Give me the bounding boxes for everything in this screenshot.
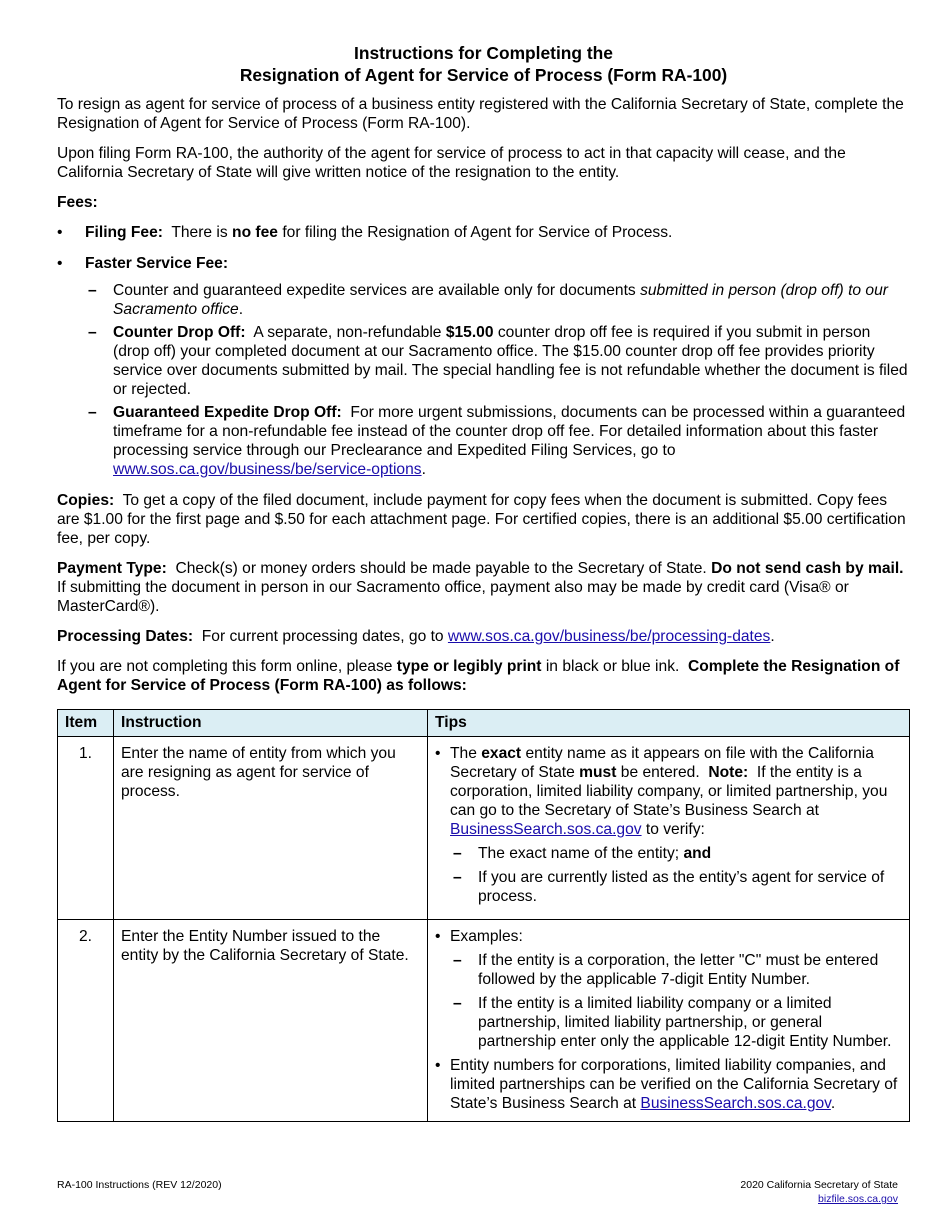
expedite-label: Guaranteed Expedite Drop Off: [113, 404, 342, 421]
row2-tips [428, 920, 910, 1122]
table-header-row [58, 710, 910, 737]
row1-tip-exact: exact [481, 745, 522, 762]
fees-list [57, 223, 910, 479]
faster-sub-item-1-italic: submitted in person (drop off) to our Sacramento office [113, 282, 888, 318]
complete-paragraph [57, 657, 910, 695]
faster-sub-item-2 [85, 323, 910, 399]
filing-fee-pre: There is [171, 224, 228, 241]
row1-tip-pre: The [450, 745, 477, 762]
payment-post: If submitting the document in person in our Sacramento office, payment also may be made by credit card (Visa® or MasterCard®). [57, 579, 849, 615]
complete-bold-2: Complete the Resignation of Agent for Service of Process (Form RA-100) as follows: [57, 658, 900, 694]
document-page [57, 42, 910, 1122]
row1-sublist [450, 844, 902, 906]
row1-item: 1. [58, 737, 114, 920]
faster-service-item [57, 254, 910, 479]
processing-end: . [770, 628, 775, 645]
payment-paragraph [57, 559, 910, 616]
footer-right [740, 1178, 898, 1206]
row1-tip-must: must [579, 764, 617, 781]
payment-label: Payment Type: [57, 560, 167, 577]
intro-paragraph-1: To resign as agent for service of process of a business entity registered with the California Secretary of State, complete the Resignation of Agent for Service of Process (Form RA-100). [57, 96, 904, 132]
business-search-link-1[interactable]: BusinessSearch.sos.ca.gov [450, 821, 642, 838]
faster-sub-item-3 [85, 403, 910, 479]
row1-tip-post: If the entity is a corporation, limited liability company, or limited partnership, you can go to the Secretary of State’s Business Search at [450, 764, 888, 819]
faster-service-sublist [85, 281, 910, 479]
faster-sub-item-1-text: Counter and guaranteed expedite services are available only for documents [113, 282, 636, 299]
row2-sub-item-1: – If the entity is a corporation, the letter "C" must be entered followed by the applicable 7-digit Entity Number. [450, 951, 902, 989]
intro-paragraph-2: Upon filing Form RA-100, the authority of the agent for service of process to act in that capacity will cease, and the California Secretary of State will give written notice of the resignation to the entity. [57, 145, 846, 181]
header-tips: Tips [428, 710, 910, 737]
payment-pre: Check(s) or money orders should be made payable to the Secretary of State. [175, 560, 707, 577]
counter-drop-off-text: counter drop off fee is required if you submit in person (drop off) your completed document at our Sacramento office. The $15.00 counter drop off fee provides priority service over documents submitted by mail. The special handling fee is not refundable whether the document is filed or rejected. [113, 324, 908, 398]
row2-tips-list [435, 927, 902, 1113]
row1-sub1-text: The exact name of the entity; [478, 845, 680, 862]
row1-sub-item-2: – If you are currently listed as the entity’s agent for service of process. [450, 868, 902, 906]
footer-form-revision: RA-100 Instructions (REV 12/2020) [57, 1179, 222, 1191]
table-row [58, 920, 910, 1122]
copies-text: To get a copy of the filed document, include payment for copy fees when the document is submitted. Copy fees are $1.00 for the first page and $.50 for each attachment page. For certified copies, there is an additional $5.00 certification fee, per copy. [57, 492, 906, 547]
row1-sub-item-1 [450, 844, 902, 863]
processing-label: Processing Dates: [57, 628, 194, 645]
header-item: Item [58, 710, 114, 737]
complete-pre: If you are not completing this form online, please [57, 658, 393, 675]
filing-fee-label: Filing Fee: [85, 224, 163, 241]
filing-fee-post: for filing the Resignation of Agent for Service of Process. [282, 224, 673, 241]
row1-tip-end: to verify: [645, 821, 705, 838]
complete-mid: in black or blue ink. [545, 658, 680, 675]
expedite-end: . [421, 461, 426, 478]
filing-fee-item [57, 223, 910, 242]
instructions-table [57, 709, 910, 1122]
copies-paragraph [57, 491, 910, 548]
business-search-link-2[interactable]: BusinessSearch.sos.ca.gov [640, 1095, 831, 1112]
row1-tip [435, 744, 902, 906]
expedite-text: For more urgent submissions, documents can be processed within a guaranteed timeframe for a non-refundable fee instead of the counter drop off fee. For detailed information about this faster processing service through our Preclearance and Expedited Filing Services, go to [113, 404, 906, 459]
faster-service-label: Faster Service Fee: [85, 255, 229, 272]
counter-drop-off-pre: A separate, non-refundable [253, 324, 442, 341]
processing-dates-link[interactable]: www.sos.ca.gov/business/be/processing-dates [447, 628, 771, 645]
row2-sublist [450, 951, 902, 1051]
row2-tip-verify [435, 1056, 902, 1113]
footer-copyright: 2020 California Secretary of State [740, 1179, 898, 1191]
counter-drop-off-amount: $15.00 [445, 324, 494, 341]
row2-sub-item-2: – If the entity is a limited liability company or a limited partnership, limited liability partnership, or general partnership enter only the applicable 12-digit Entity Number. [450, 994, 902, 1051]
row2-tip-examples [435, 927, 902, 1051]
fees-heading: Fees: [57, 194, 98, 211]
title-line-2: Resignation of Agent for Service of Process (Form RA-100) [239, 65, 728, 85]
row1-sub1-and: and [683, 845, 712, 862]
row2-tip2-end: . [830, 1095, 836, 1112]
complete-bold-1: type or legibly print [396, 658, 542, 675]
filing-fee-bold: no fee [232, 224, 278, 241]
counter-drop-off-label: Counter Drop Off: [113, 324, 246, 341]
payment-bold: Do not send cash by mail. [711, 560, 904, 577]
table-row [58, 737, 910, 920]
title-line-1: Instructions for Completing the [354, 43, 613, 63]
copies-label: Copies: [57, 492, 115, 509]
row1-instruction: Enter the name of entity from which you are resigning as agent for service of process. [114, 737, 428, 920]
processing-paragraph [57, 627, 910, 646]
row1-tips-list [435, 744, 902, 906]
row1-tip-mid: entity name as it appears on file with the California Secretary of State [450, 745, 874, 781]
row2-examples-label: Examples: [450, 928, 523, 945]
row2-tip2-text: Entity numbers for corporations, limited liability companies, and limited partnerships can be verified on the California Secretary of State’s Business Search at [450, 1057, 898, 1112]
service-options-link[interactable]: www.sos.ca.gov/business/be/service-options [113, 461, 422, 478]
row1-tip-mid2: be entered. [620, 764, 700, 781]
faster-sub-item-1-end: . [238, 301, 244, 318]
bizfile-link[interactable]: bizfile.sos.ca.gov [818, 1193, 898, 1205]
processing-text: For current processing dates, go to [201, 628, 444, 645]
faster-sub-item-1 [85, 281, 910, 319]
row1-tips [428, 737, 910, 920]
page-title [57, 42, 910, 86]
header-instruction: Instruction [114, 710, 428, 737]
row2-instruction: Enter the Entity Number issued to the entity by the California Secretary of State. [114, 920, 428, 1122]
row1-tip-note: Note: [708, 764, 749, 781]
row2-item: 2. [58, 920, 114, 1122]
